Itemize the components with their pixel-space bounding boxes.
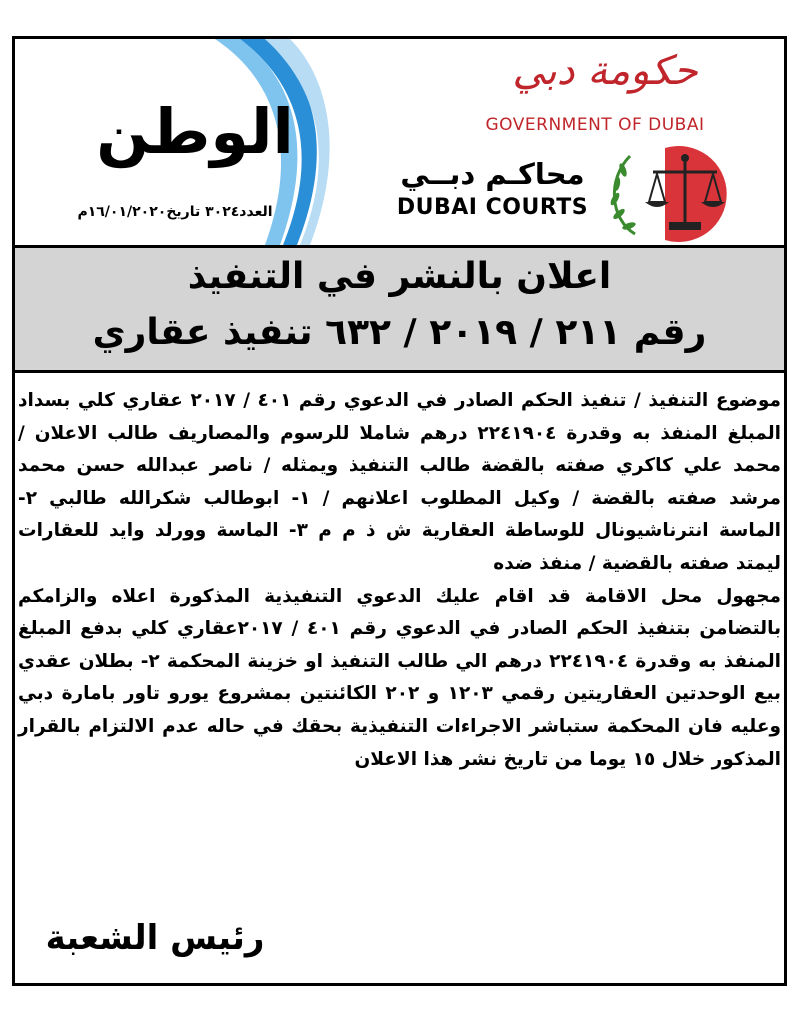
signature: رئيس الشعبة <box>45 918 265 958</box>
notice-body <box>18 385 781 776</box>
government-name-ar: حكومة دبي <box>512 48 698 94</box>
government-name-en: GOVERNMENT OF DUBAI <box>485 115 705 135</box>
courts-name-en: DUBAI COURTS <box>396 195 589 220</box>
courts-name-ar: محاكـم دبــي <box>400 157 585 191</box>
newspaper-name: الوطن <box>96 95 294 168</box>
notice-paragraph-2: مجهول محل الاقامة قد اقام عليك الدعوي التنفيذية المذكورة اعلاه والزامكم بالتضامن بتنفيذ الحكم الصادر في الدعوي رقم ٤٠١ / ٢٠١٧عقاري كلي بدفع المبلغ المنفذ به وقدرة ٢٢٤١٩٠٤ درهم الي طالب التنفيذ او خزينة المحكمة ٢- بطلان عقدي بيع الوحدتين العقاريتين رقمي ١٢٠٣ و ٢٠٢ الكائنتين بمشروع يورو تاور بامارة دبي وعليه فان المحكمة ستباشر الاجراءات التنفيذية بحقك في حاله عدم الالتزام بالقرار المذكور خلال ١٥ يوما من تاريخ نشر هذا الاعلان <box>18 585 782 770</box>
notice-paragraph-1: موضوع التنفيذ / تنفيذ الحكم الصادر في الدعوي رقم ٤٠١ / ٢٠١٧ عقاري كلي بسداد المبلغ المنفذ به وقدرة ٢٢٤١٩٠٤ درهم شاملا للرسوم والمصاريف طالب الاعلان / محمد علي كاكري صفته بالقضة طالب التنفيذ ويمثله / ناصر عبدالله حسن محمد مرشد صفته بالقضة / وكيل المطلوب اعلانهم / ١- ابوطالب شكرالله طالبي ٢- الماسة انترناشيونال للوساطة العقارية ش ذ م م ٣- الماسة وورلد وايد للعقارات ليمتد صفته بالقضية / منفذ ضده <box>18 390 781 574</box>
dubai-courts-logo-icon <box>605 144 775 244</box>
notice-case-number: رقم ٢١١ / ٢٠١٩ / ٦٣٢ تنفيذ عقاري <box>92 312 707 353</box>
notice-title: اعلان بالنشر في التنفيذ <box>187 256 612 297</box>
header <box>15 39 784 245</box>
issue-line: العدد٣٠٢٤ تاريخ١٦/٠١/٢٠٢٠م <box>77 204 273 220</box>
notice-title-band <box>15 245 784 373</box>
